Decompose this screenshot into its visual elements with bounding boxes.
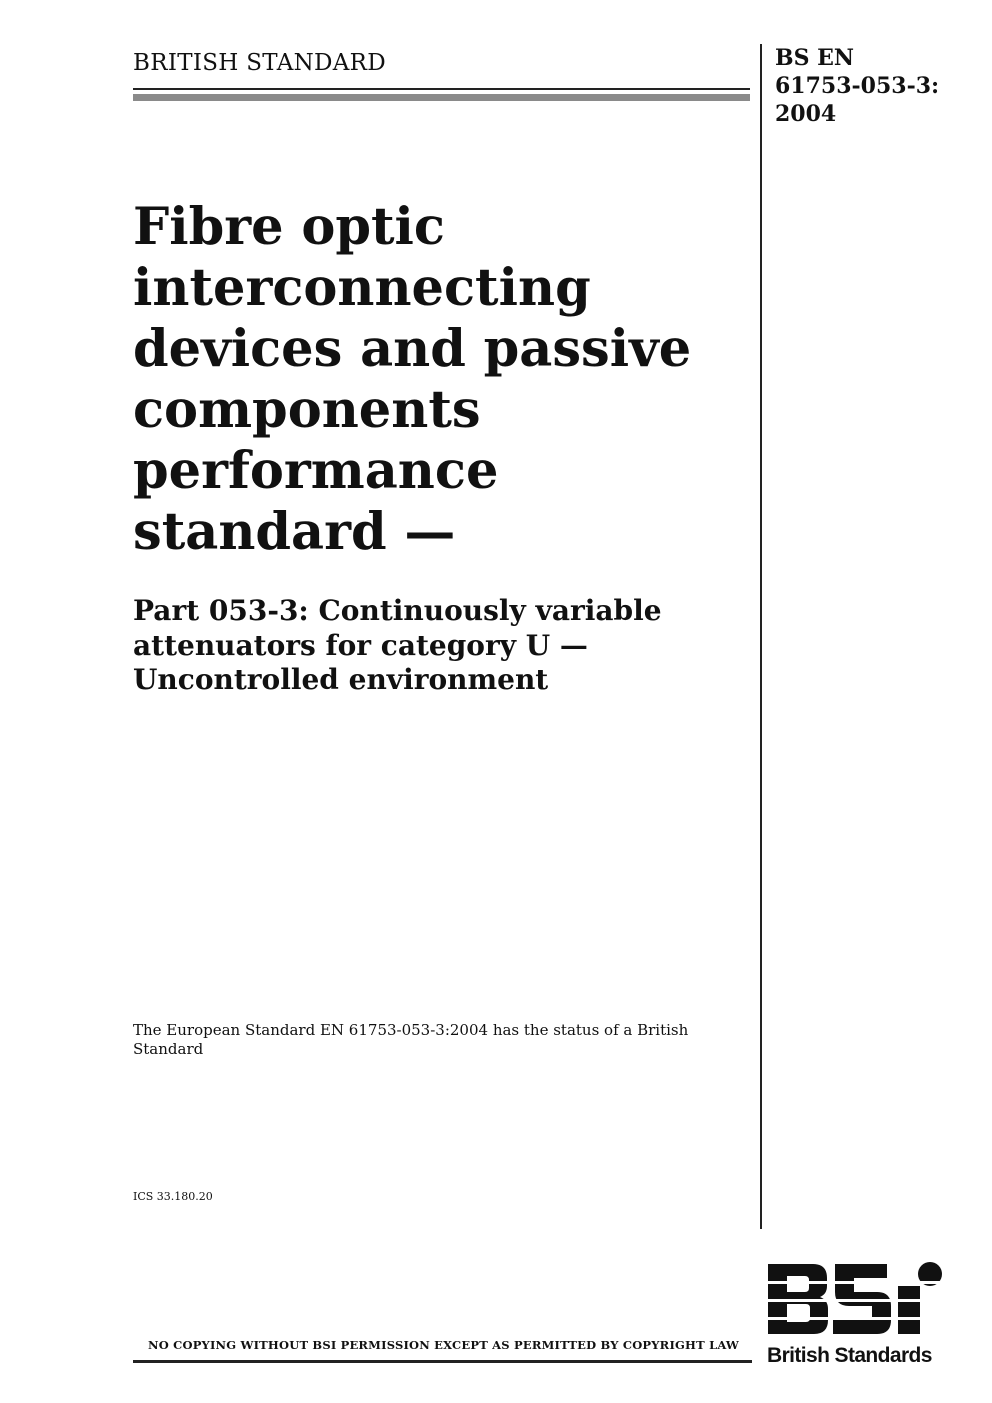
document-title (133, 197, 748, 563)
title-line: components (133, 380, 481, 440)
subtitle-line: Part 053-3: Continuously variable (133, 594, 662, 627)
document-number (775, 44, 985, 128)
title-line: Fibre optic (133, 197, 445, 257)
status-note: The European Standard EN 61753-053-3:2004 has the status of a British Standard (133, 1021, 689, 1058)
header-divider-thin (133, 88, 750, 90)
document-number-line: 61753-053-3: (775, 73, 940, 99)
copyright-notice: NO COPYING WITHOUT BSI PERMISSION EXCEPT AS PERMITTED BY COPYRIGHT LAW (148, 1338, 740, 1352)
document-number-line: 2004 (775, 101, 837, 127)
header-divider-thick (133, 94, 750, 101)
subtitle-line: Uncontrolled environment (133, 663, 549, 696)
title-line: devices and passive (133, 319, 692, 379)
subtitle-line: attenuators for category U — (133, 628, 588, 662)
logo-caption: British Standards (767, 1344, 932, 1367)
vertical-divider (760, 44, 762, 1229)
document-number-line: BS EN (775, 45, 855, 71)
title-line: interconnecting (133, 258, 591, 318)
standard-type-label: BRITISH STANDARD (133, 50, 387, 76)
ics-code: ICS 33.180.20 (133, 1190, 213, 1203)
title-line: performance (133, 441, 499, 501)
footer-divider (133, 1360, 752, 1363)
document-subtitle (133, 594, 748, 698)
title-line: standard — (133, 502, 456, 562)
